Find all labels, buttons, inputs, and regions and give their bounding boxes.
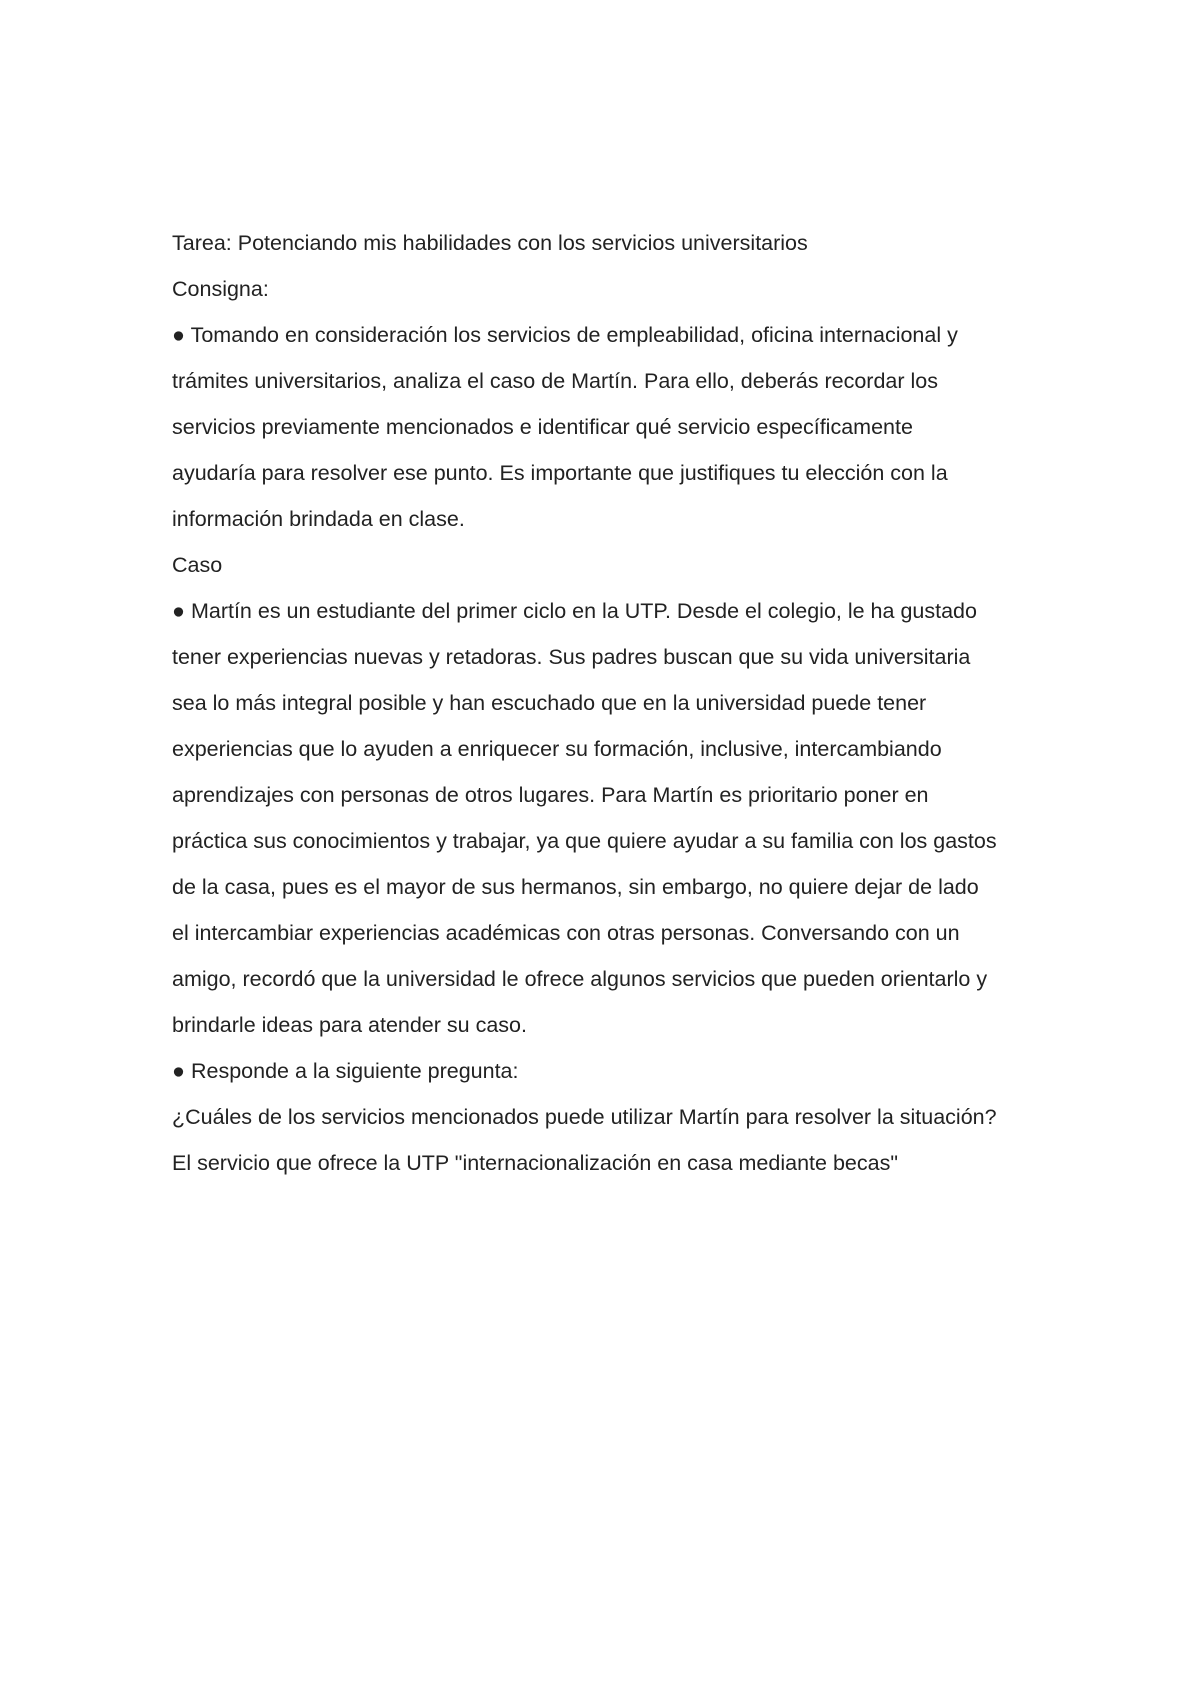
document-body: [172, 228, 1034, 1194]
case-heading: Caso: [172, 553, 223, 577]
instruction-line-1: ● Tomando en consideración los servicios de empleabilidad, oficina internacional y: [172, 323, 958, 347]
instruction-line-3: servicios previamente mencionados e identificar qué servicio específicamente: [172, 415, 913, 439]
case-line-7: de la casa, pues es el mayor de sus hermanos, sin embargo, no quiere dejar de lado: [172, 875, 979, 899]
case-line-3: sea lo más integral posible y han escuchado que en la universidad puede tener: [172, 691, 927, 715]
case-line-5: aprendizajes con personas de otros lugares. Para Martín es prioritario poner en: [172, 783, 929, 807]
question-text: ¿Cuáles de los servicios mencionados puede utilizar Martín para resolver la situación?: [172, 1105, 997, 1129]
case-line-6: práctica sus conocimientos y trabajar, ya que quiere ayudar a su familia con los gastos: [172, 829, 997, 853]
task-title: Tarea: Potenciando mis habilidades con los servicios universitarios: [172, 231, 808, 255]
answer-text: El servicio que ofrece la UTP "internacionalización en casa mediante becas": [172, 1151, 898, 1175]
case-line-8: el intercambiar experiencias académicas con otras personas. Conversando con un: [172, 921, 960, 945]
instruction-line-2: trámites universitarios, analiza el caso de Martín. Para ello, deberás recordar los: [172, 369, 938, 393]
instruction-line-4: ayudaría para resolver ese punto. Es importante que justifiques tu elección con la: [172, 461, 948, 485]
instruction-line-5: información brindada en clase.: [172, 507, 465, 531]
case-line-9: amigo, recordó que la universidad le ofrece algunos servicios que pueden orientarlo y: [172, 967, 988, 991]
case-line-2: tener experiencias nuevas y retadoras. Sus padres buscan que su vida universitaria: [172, 645, 971, 669]
case-line-1: ● Martín es un estudiante del primer ciclo en la UTP. Desde el colegio, le ha gustado: [172, 599, 977, 623]
case-line-4: experiencias que lo ayuden a enriquecer su formación, inclusive, intercambiando: [172, 737, 942, 761]
case-line-10: brindarle ideas para atender su caso.: [172, 1013, 527, 1037]
question-prompt: ● Responde a la siguiente pregunta:: [172, 1059, 519, 1083]
instructions-heading: Consigna:: [172, 277, 269, 301]
